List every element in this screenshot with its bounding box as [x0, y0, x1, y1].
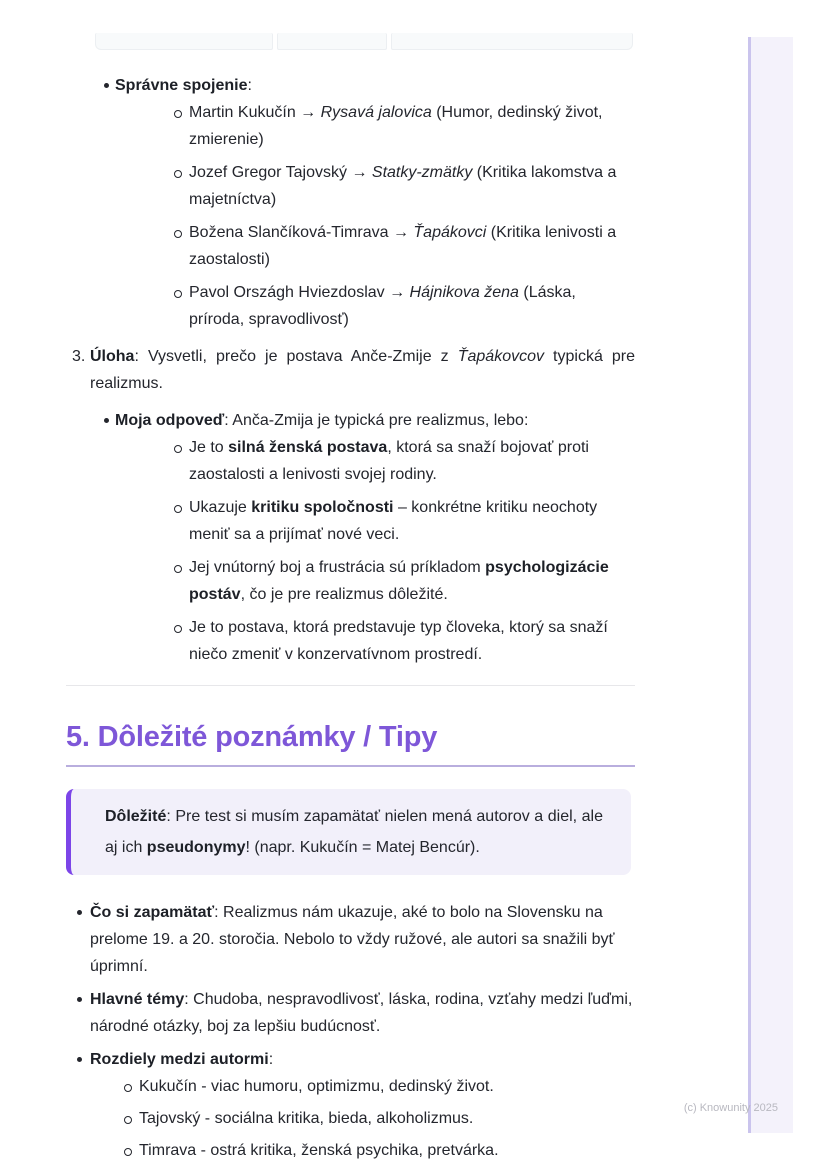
- section-divider: [66, 685, 635, 686]
- list-number: 3.: [72, 348, 86, 365]
- circle-bullet-icon: [124, 1084, 132, 1092]
- circle-bullet-icon: [174, 110, 182, 118]
- list-item: [66, 1046, 635, 1164]
- important-callout: [66, 789, 631, 875]
- table-cell: [391, 33, 633, 50]
- table-cell: [277, 33, 387, 50]
- document-page: [66, 0, 635, 1170]
- list-item: [115, 159, 635, 213]
- numbered-task-item: [66, 343, 635, 397]
- difference-item: Kukučín - viac humoru, optimizmu, dedinský život.: [139, 1078, 494, 1095]
- bullet-icon: [77, 910, 82, 915]
- section-heading: 5. Dôležité poznámky / Tipy: [66, 719, 635, 767]
- matching-sublist: [115, 99, 635, 333]
- list-item: [115, 614, 635, 668]
- cut-off-table-row: [95, 33, 633, 50]
- list-item: [115, 554, 635, 608]
- answer-point: Jej vnútorný boj a frustrácia sú príkladom psychologizácie postáv, čo je pre realizmus dôležité.: [189, 559, 609, 603]
- list-item: [115, 279, 635, 333]
- circle-bullet-icon: [174, 445, 182, 453]
- difference-item: Tajovský - sociálna kritika, bieda, alkoholizmus.: [139, 1110, 474, 1127]
- circle-bullet-icon: [174, 505, 182, 513]
- answer-point: Je to silná ženská postava, ktorá sa snaží bojovať proti zaostalosti a lenivosti svojej rodiny.: [189, 439, 589, 483]
- author-pair: Božena Slančíková-Timrava → Ťapákovci (Kritika lenivosti a zaostalosti): [189, 224, 617, 268]
- table-cell: [95, 33, 273, 50]
- list-item: [115, 99, 635, 153]
- matching-list: [66, 72, 635, 333]
- circle-bullet-icon: [174, 230, 182, 238]
- bullet-icon: [104, 418, 109, 423]
- difference-item: Timrava - ostrá kritika, ženská psychika, pretvárka.: [139, 1142, 499, 1159]
- tips-list: [66, 899, 635, 1164]
- circle-bullet-icon: [174, 170, 182, 178]
- bullet-icon: [77, 997, 82, 1002]
- bullet-icon: [77, 1057, 82, 1062]
- scrollbar-track[interactable]: [748, 37, 793, 1133]
- list-item: [66, 899, 635, 980]
- circle-bullet-icon: [174, 290, 182, 298]
- author-pair: Jozef Gregor Tajovský → Statky-zmätky (Kritika lakomstva a majetníctva): [189, 164, 617, 208]
- list-item: [90, 1073, 635, 1100]
- list-item: [66, 72, 635, 333]
- matching-label: Správne spojenie:: [115, 77, 252, 94]
- tip-remember: Čo si zapamätať: Realizmus nám ukazuje, aké to bolo na Slovensku na prelome 19. a 20. storočia. Nebolo to vždy ružové, ale autori sa snažili byť úprimní.: [90, 904, 615, 975]
- circle-bullet-icon: [124, 1116, 132, 1124]
- callout-text: Dôležité: Pre test si musím zapamätať nielen mená autorov a diel, ale aj ich pseudonymy! (napr. Kukučín = Matej Bencúr).: [105, 808, 603, 856]
- watermark: (c) Knowunity 2025: [683, 1102, 778, 1114]
- differences-sublist: [90, 1073, 635, 1164]
- list-item: [115, 219, 635, 273]
- list-item: [66, 986, 635, 1040]
- answer-point: Je to postava, ktorá predstavuje typ človeka, ktorý sa snaží niečo zmeniť v konzervatívnom prostredí.: [189, 619, 608, 663]
- list-item: [66, 407, 635, 668]
- circle-bullet-icon: [124, 1148, 132, 1156]
- list-item: [90, 1105, 635, 1132]
- task-text: Úloha: Vysvetli, prečo je postava Anče-Zmije z Ťapákovcov typická pre realizmus.: [90, 348, 636, 392]
- circle-bullet-icon: [174, 625, 182, 633]
- list-item: [115, 434, 635, 488]
- author-pair: Martin Kukučín → Rysavá jalovica (Humor, dedinský život, zmierenie): [189, 104, 603, 148]
- bullet-icon: [104, 83, 109, 88]
- author-pair: Pavol Országh Hviezdoslav → Hájnikova žena (Láska, príroda, spravodlivosť): [189, 284, 576, 328]
- answer-label: Moja odpoveď: Anča-Zmija je typická pre realizmus, lebo:: [115, 412, 529, 429]
- answer-point: Ukazuje kritiku spoločnosti – konkrétne kritiku neochoty meniť sa a prijímať nové veci.: [189, 499, 598, 543]
- tip-differences-label: Rozdiely medzi autormi:: [90, 1051, 274, 1068]
- answer-sublist: [115, 434, 635, 668]
- circle-bullet-icon: [174, 565, 182, 573]
- tip-themes: Hlavné témy: Chudoba, nespravodlivosť, láska, rodina, vzťahy medzi ľuďmi, národné otázky, boj za lepšiu budúcnosť.: [90, 991, 633, 1035]
- answer-list: [66, 407, 635, 668]
- list-item: [90, 1137, 635, 1164]
- list-item: [115, 494, 635, 548]
